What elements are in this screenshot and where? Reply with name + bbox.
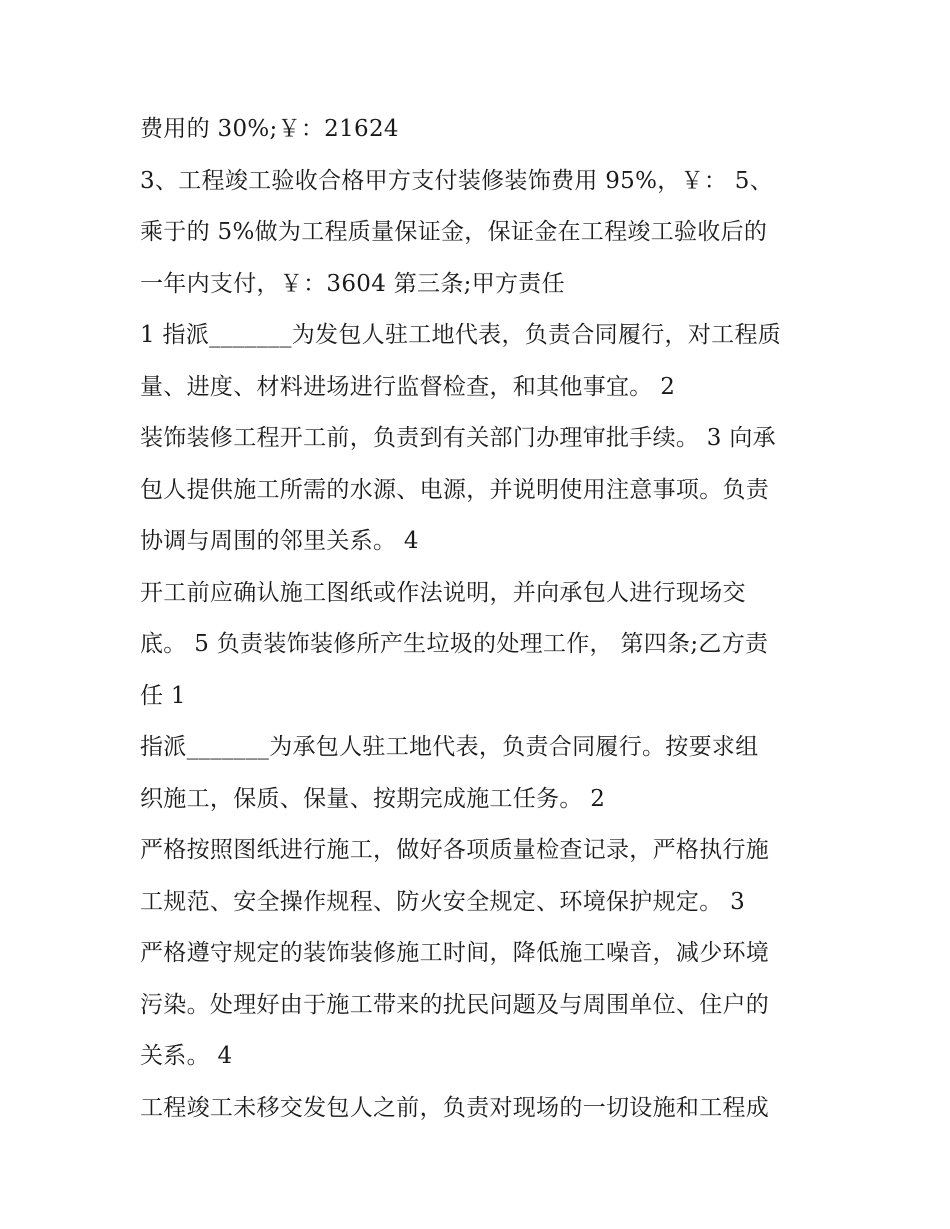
text-line: 严格按照图纸进行施工，做好各项质量检查记录，严格执行施 <box>140 837 770 863</box>
text-line: 底。 5 负责装饰装修所产生垃圾的处理工作， 第四条;乙方责 <box>140 631 769 657</box>
text-line: 关系。 4 <box>140 1043 233 1069</box>
text-line: 开工前应确认施工图纸或作法说明，并向承包人进行现场交 <box>140 579 746 606</box>
text-line: 一年内支付，￥：3604 第三条;甲方责任 <box>140 270 565 297</box>
contract-text-body <box>140 104 830 1134</box>
text-line: 1 指派_______为发包人驻工地代表，负责合同履行，对工程质 <box>140 322 782 348</box>
text-line: 包人提供施工所需的水源、电源，并说明使用注意事项。负责 <box>140 476 770 503</box>
text-line: 装饰装修工程开工前，负责到有关部门办理审批手续。 3 向承 <box>140 425 776 451</box>
text-line: 费用的 30%;￥：21624 <box>140 116 399 142</box>
text-line: 严格遵守规定的装饰装修施工时间，降低施工噪音，减少环境 <box>140 940 770 966</box>
text-line: 协调与周围的邻里关系。 4 <box>140 528 419 554</box>
text-line: 3、工程竣工验收合格甲方支付装修装饰费用 95%，￥： 5、 <box>140 167 774 194</box>
text-line: 量、进度、材料进场进行监督检查，和其他事宜。 2 <box>140 373 676 400</box>
text-line: 污染。处理好由于施工带来的扰民问题及与周围单位、住户的 <box>140 991 770 1018</box>
text-line: 任 1 <box>140 682 186 709</box>
text-line: 乘于的 5%做为工程质量保证金，保证金在工程竣工验收后的 <box>140 219 768 245</box>
text-line: 织施工，保质、保量、按期完成施工任务。 2 <box>140 785 606 812</box>
text-line: 工规范、安全操作规程、防火安全规定、环境保护规定。 3 <box>140 888 746 915</box>
text-line: 指派_______为承包人驻工地代表，负责合同履行。按要求组 <box>140 734 759 760</box>
text-line: 工程竣工未移交发包人之前，负责对现场的一切设施和工程成 <box>140 1094 770 1121</box>
